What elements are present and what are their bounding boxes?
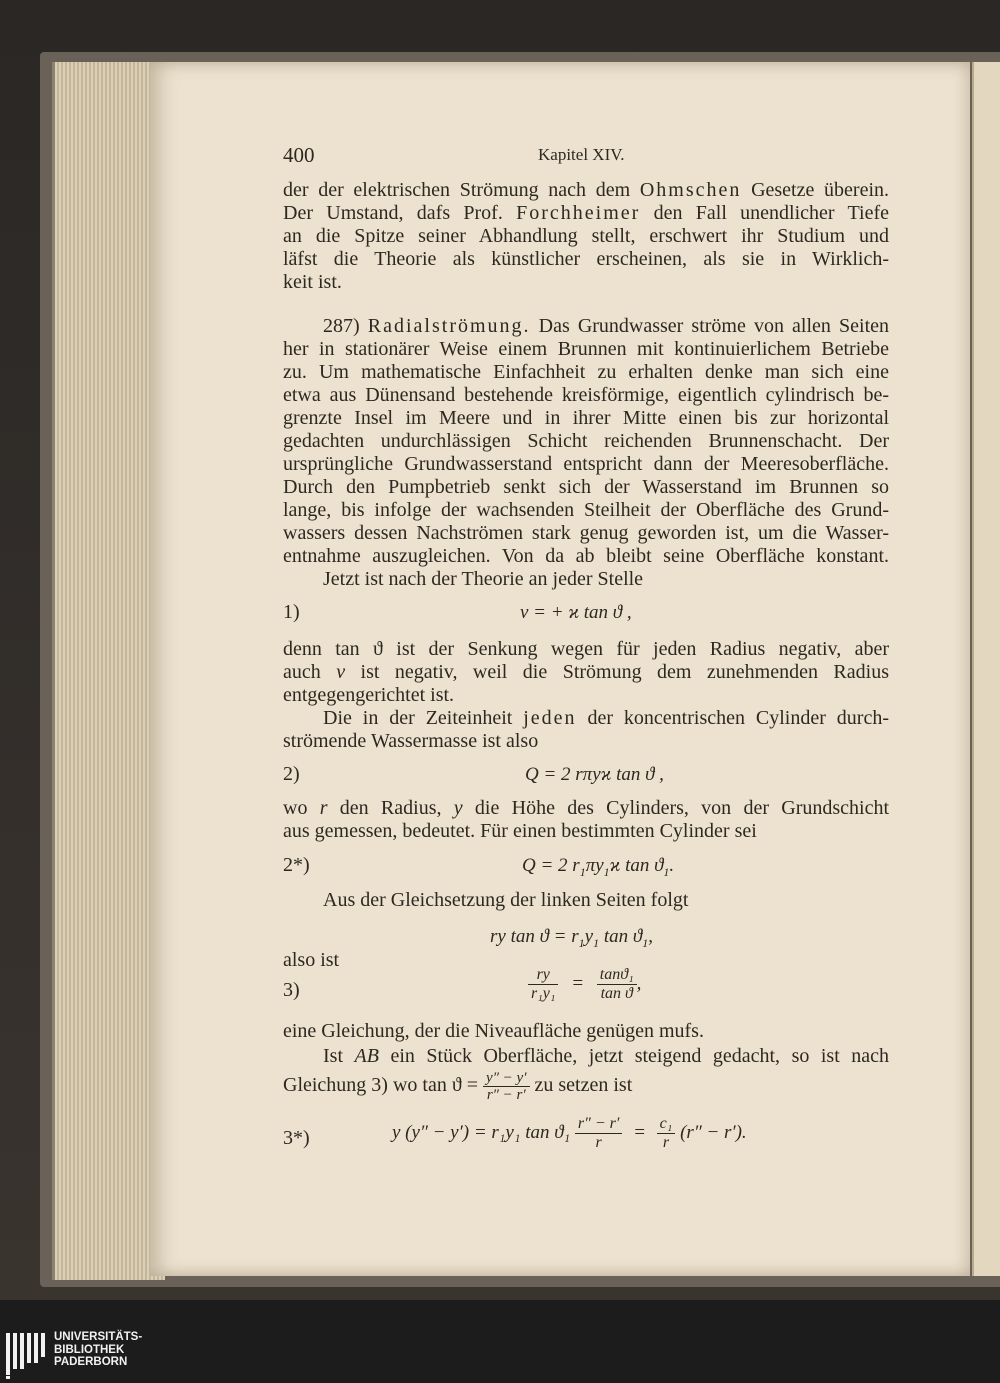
text-line: wo r den Radius, y die Höhe des Cylinders, von der Grundschicht — [283, 797, 890, 819]
equation-label: 3) — [283, 979, 300, 1001]
text-line: keit ist. — [283, 271, 342, 293]
equation-2: Q = 2 rπyϰ tan ϑ , — [525, 764, 664, 785]
text-line: etwa aus Dünensand bestehende kreisförmige, eigentlich cylindrisch be- — [283, 384, 889, 406]
text-line: her in stationärer Weise einem Brunnen mit kontinuierlichem Betriebe — [283, 338, 889, 360]
text-line: auch v ist negativ, weil die Strömung dem zunehmenden Radius — [283, 661, 889, 683]
equation-label: 1) — [283, 601, 300, 623]
text-line: strömende Wassermasse ist also — [283, 730, 539, 752]
equation-label: 3*) — [283, 1127, 310, 1149]
text-line: 287) Radialströmung. Das Grundwasser ströme von allen Seiten — [323, 315, 890, 337]
text-line: der der elektrischen Strömung nach dem Ohmschen Gesetze überein. — [283, 179, 890, 201]
text-line: Durch den Pumpbetrieb senkt sich der Wasserstand im Brunnen so — [283, 476, 889, 498]
text-line: Der Umstand, dafs Prof. Forchheimer den Fall unendlicher Tiefe — [283, 202, 889, 224]
text-line: an die Spitze seiner Abhandlung stellt, erschwert ihr Studium und — [283, 225, 889, 247]
equation-2-star: Q = 2 $r_1\pi y_1ϰ$ $\tan ϑ_1$. — [522, 855, 675, 879]
library-logo-icon — [6, 1333, 46, 1379]
text-line: gedachten undurchlässigen Schicht reichenden Brunnenschacht. Der — [283, 430, 889, 452]
text-line: zu. Um mathematische Einfachheit zu erhalten denke man sich eine — [283, 361, 889, 383]
text-line: grenzte Insel im Meere und in ihrer Mitte einen bis zur horizontal — [283, 407, 889, 429]
text-line: Gleichung 3) wo tan ϑ = $\frac{y'' - y'}{r'' - r'}$ zu setzen ist — [283, 1070, 633, 1103]
text-line: läfst die Theorie als künstlicher erscheinen, als sie in Wirklich- — [283, 248, 889, 270]
facing-page-edge — [972, 62, 1000, 1276]
text-line: Die in der Zeiteinheit jeden der koncentrischen Cylinder durch- — [323, 707, 889, 729]
text-line: ursprüngliche Grundwasserstand entspricht dann der Meeresoberfläche. — [283, 453, 889, 475]
text-line: Aus der Gleichsetzung der linken Seiten folgt — [323, 889, 689, 911]
text-line: Jetzt ist nach der Theorie an jeder Stelle — [323, 568, 644, 590]
equation-label: 2*) — [283, 854, 310, 876]
text-line: eine Gleichung, der die Niveaufläche genügen mufs. — [283, 1020, 704, 1042]
running-head: Kapitel XIV. — [538, 145, 625, 164]
text-line: Ist AB ein Stück Oberfläche, jetzt steigend gedacht, so ist nach — [323, 1045, 890, 1067]
text-line: denn tan ϑ ist der Senkung wegen für jeden Radius negativ, aber — [283, 638, 889, 660]
text-line: wassers dessen Nachströmen stark genug geworden ist, um die Wasser- — [283, 522, 889, 544]
text-line: also ist — [283, 949, 340, 971]
text-line: entgegengerichtet ist. — [283, 684, 455, 706]
section-title: Radialströmung. — [367, 315, 531, 337]
equation-1: v = + ϰ tan ϑ , — [520, 602, 632, 623]
equation-3-star: y (y″ − y′) = r₁y₁ tan ϑ₁ $\frac{r'' - r'}{r}$ = $\frac{\text{c₁}}{r}$ (r″ − r′). — [392, 1115, 747, 1151]
equation-label: 2) — [283, 763, 300, 785]
text-line: lange, bis infolge der wachsenden Steilheit der Oberfläche des Grund- — [283, 499, 889, 521]
text-line: aus gemessen, bedeutet. Für einen bestimmten Cylinder sei — [283, 820, 757, 842]
book-page — [150, 62, 970, 1276]
text-line: entnahme auszugleichen. Von da ab bleibt seine Oberfläche konstant. — [283, 545, 889, 567]
equation-3: $\frac{ry}{\text{r₁y₁}}$ = $\frac{\text{tanϑ₁}}{\text{tan ϑ}}$ , — [528, 966, 641, 1003]
page-edges — [52, 62, 165, 1280]
footer-bar — [0, 1300, 1000, 1383]
equation-equality: ry $\tan ϑ = r_1y_1$ $\tan ϑ_1$, — [490, 926, 653, 950]
page-number: 400 — [283, 143, 315, 167]
library-logo-text: UNIVERSITÄTS- BIBLIOTHEK PADERBORN — [54, 1331, 143, 1368]
